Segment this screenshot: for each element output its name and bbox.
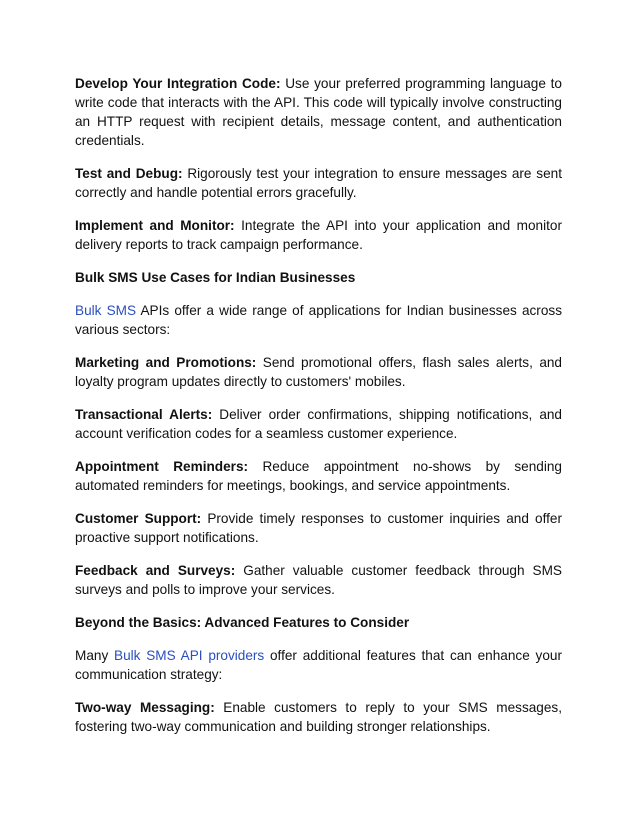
- bulk-sms-api-providers-link[interactable]: Bulk SMS API providers: [114, 648, 265, 663]
- term-label: Feedback and Surveys:: [75, 563, 236, 578]
- paragraph-text: Deliver order confirmations, shipping notifications, and account verification codes for a seamless customer experience.: [75, 407, 562, 441]
- section-heading-use-cases: Bulk SMS Use Cases for Indian Businesses: [75, 270, 356, 285]
- term-label: Develop Your Integration Code:: [75, 76, 281, 91]
- document-page: [75, 74, 562, 750]
- paragraph-text: offer additional features that can enhance your communication strategy:: [75, 648, 562, 682]
- paragraph-marketing-and-promotions: [75, 353, 562, 391]
- term-label: Test and Debug:: [75, 166, 183, 181]
- paragraph-feedback-and-surveys: [75, 561, 562, 599]
- term-label: Appointment Reminders:: [75, 459, 249, 474]
- bulk-sms-link[interactable]: Bulk SMS: [75, 303, 137, 318]
- paragraph-text: Provide timely responses to customer inquiries and offer proactive support notifications.: [75, 511, 562, 545]
- paragraph-text: APIs offer a wide range of applications for Indian businesses across various sectors:: [75, 303, 562, 337]
- paragraph-appointment-reminders: [75, 457, 562, 495]
- paragraph-two-way-messaging: [75, 698, 562, 736]
- paragraph-text: Enable customers to reply to your SMS messages, fostering two-way communication and building stronger relationships.: [75, 700, 562, 734]
- term-label: Two-way Messaging:: [75, 700, 215, 715]
- paragraph-text: Integrate the API into your application and monitor delivery reports to track campaign performance.: [75, 218, 563, 252]
- paragraph-bulk-sms-intro: [75, 301, 562, 339]
- paragraph-text: Reduce appointment no-shows by sending automated reminders for meetings, bookings, and service appointments.: [75, 459, 562, 493]
- paragraph-test-and-debug: [75, 164, 562, 202]
- term-label: Marketing and Promotions:: [75, 355, 257, 370]
- paragraph-text: Rigorously test your integration to ensure messages are sent correctly and handle potential errors gracefully.: [75, 166, 562, 200]
- term-label: Transactional Alerts:: [75, 407, 213, 422]
- paragraph-text: Use your preferred programming language to write code that interacts with the API. This code will typically involve constructing an HTTP request with recipient details, message content, and authentication credentials.: [75, 76, 562, 148]
- term-label: Customer Support:: [75, 511, 202, 526]
- term-label: Implement and Monitor:: [75, 218, 235, 233]
- paragraph-text: Send promotional offers, flash sales alerts, and loyalty program updates directly to customers' mobiles.: [75, 355, 562, 389]
- paragraph-transactional-alerts: [75, 405, 562, 443]
- paragraph-api-providers-intro: [75, 646, 562, 684]
- paragraph-customer-support: [75, 509, 562, 547]
- paragraph-develop-integration-code: [75, 74, 562, 150]
- paragraph-text-before: Many: [75, 648, 114, 663]
- paragraph-text: Gather valuable customer feedback through SMS surveys and polls to improve your services.: [75, 563, 562, 597]
- section-heading-advanced-features: Beyond the Basics: Advanced Features to Consider: [75, 615, 410, 630]
- paragraph-implement-and-monitor: [75, 216, 562, 254]
